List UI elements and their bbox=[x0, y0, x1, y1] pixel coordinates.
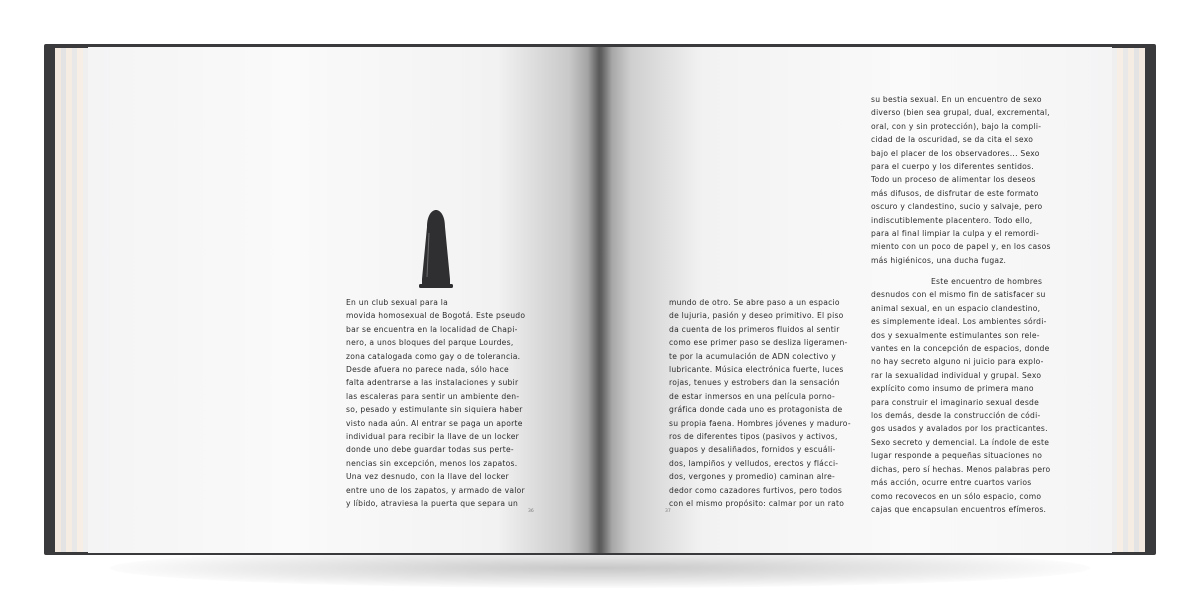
left-page bbox=[88, 47, 600, 553]
condom-icon bbox=[418, 209, 454, 289]
right-page bbox=[600, 47, 1112, 553]
right-bottom-left-text: mundo de otro. Se abre paso a un espacio de lujuria, pasión y deseo primitivo. El piso da cuenta de los primeros fluidos al sentir como ese primer paso se desliza ligeramen- te por la acumulación de ADN colectivo y lubricante. Música electrónica fuerte, luces rojas, tenues y estrobers dan la sensación de estar inmersos en una película porno- gráfica donde cada uno es protagonista de su propia faena. Hombres jóvenes y maduro- ros de diferentes tipos (pasivos y activos, guapos y desaliñados, fornidos y escuáli- dos, lampiños y velludos, erectos y flácci- dos, vergones y promedio) caminan alre- dedor como cazadores furtivos, pero todos con el mismo propósito: calmar por un rato bbox=[669, 298, 851, 509]
right-mid-text: Este encuentro de hombres desnudos con el mismo fin de satisfacer su animal sexual, en un espacio clandestino, es simplemente ideal. Los ambientes sórdi- dos y sexualmente estimulantes son rele- vantes en la concepción de espacios, donde no hay secreto alguno ni juicio para explo- rar la sexualidad individual y grupal. Sexo explícito como insumo de primera mano para construir el imaginario sexual desde los demás, desde la construcción de códi- gos usados y avalados por los practicantes. Sexo secreto y demencial. La índole de este lugar responde a pequeñas situaciones no dichas, pero sí hechas. Menos palabras pero más acción, ocurre entre cuartos varios como recovecos en un sólo espacio, como cajas que encapsulan encuentros efímeros. bbox=[871, 277, 1051, 514]
left-body-text: En un club sexual para la movida homosexual de Bogotá. Este pseudo bar se encuentra en la localidad de Chapi- nero, a unos bloques del parque Lourdes, zona catalogada como gay o de tolerancia. Desde afuera no parece nada, sólo hace falta adentrarse a las instalaciones y subir las escaleras para sentir un ambiente den- so, pesado y estimulante sin siquiera haber visto nada aún. Al entrar se paga un aporte individual para recibir la llave de un locker donde uno debe guardar todas sus perte- nencias sin excepción, menos los zapatos. Una vez desnudo, con la llave del locker entre uno de los zapatos, y armado de valor y líbido, atraviesa la puerta que separa un bbox=[346, 298, 526, 509]
right-top-text: su bestia sexual. En un encuentro de sexo diverso (bien sea grupal, dual, excremental, oral, con y sin protección), bajo la compli- cidad de la oscuridad, se da cita el sexo bajo el placer de los observadores... Sexo para el cuerpo y los diferentes sentidos. Todo un proceso de alimentar los deseos más difusos, de disfrutar de este formato oscuro y clandestino, sucio y salvaje, pero indiscutiblemente placentero. Todo ello, para al final limpiar la culpa y el remordi- miento con un poco de papel y, en los casos más higiénicos, una ducha fugaz. bbox=[871, 95, 1051, 265]
page-number-right: 37 bbox=[665, 509, 671, 514]
book-gutter bbox=[588, 47, 612, 553]
page-number-left: 36 bbox=[528, 509, 534, 514]
